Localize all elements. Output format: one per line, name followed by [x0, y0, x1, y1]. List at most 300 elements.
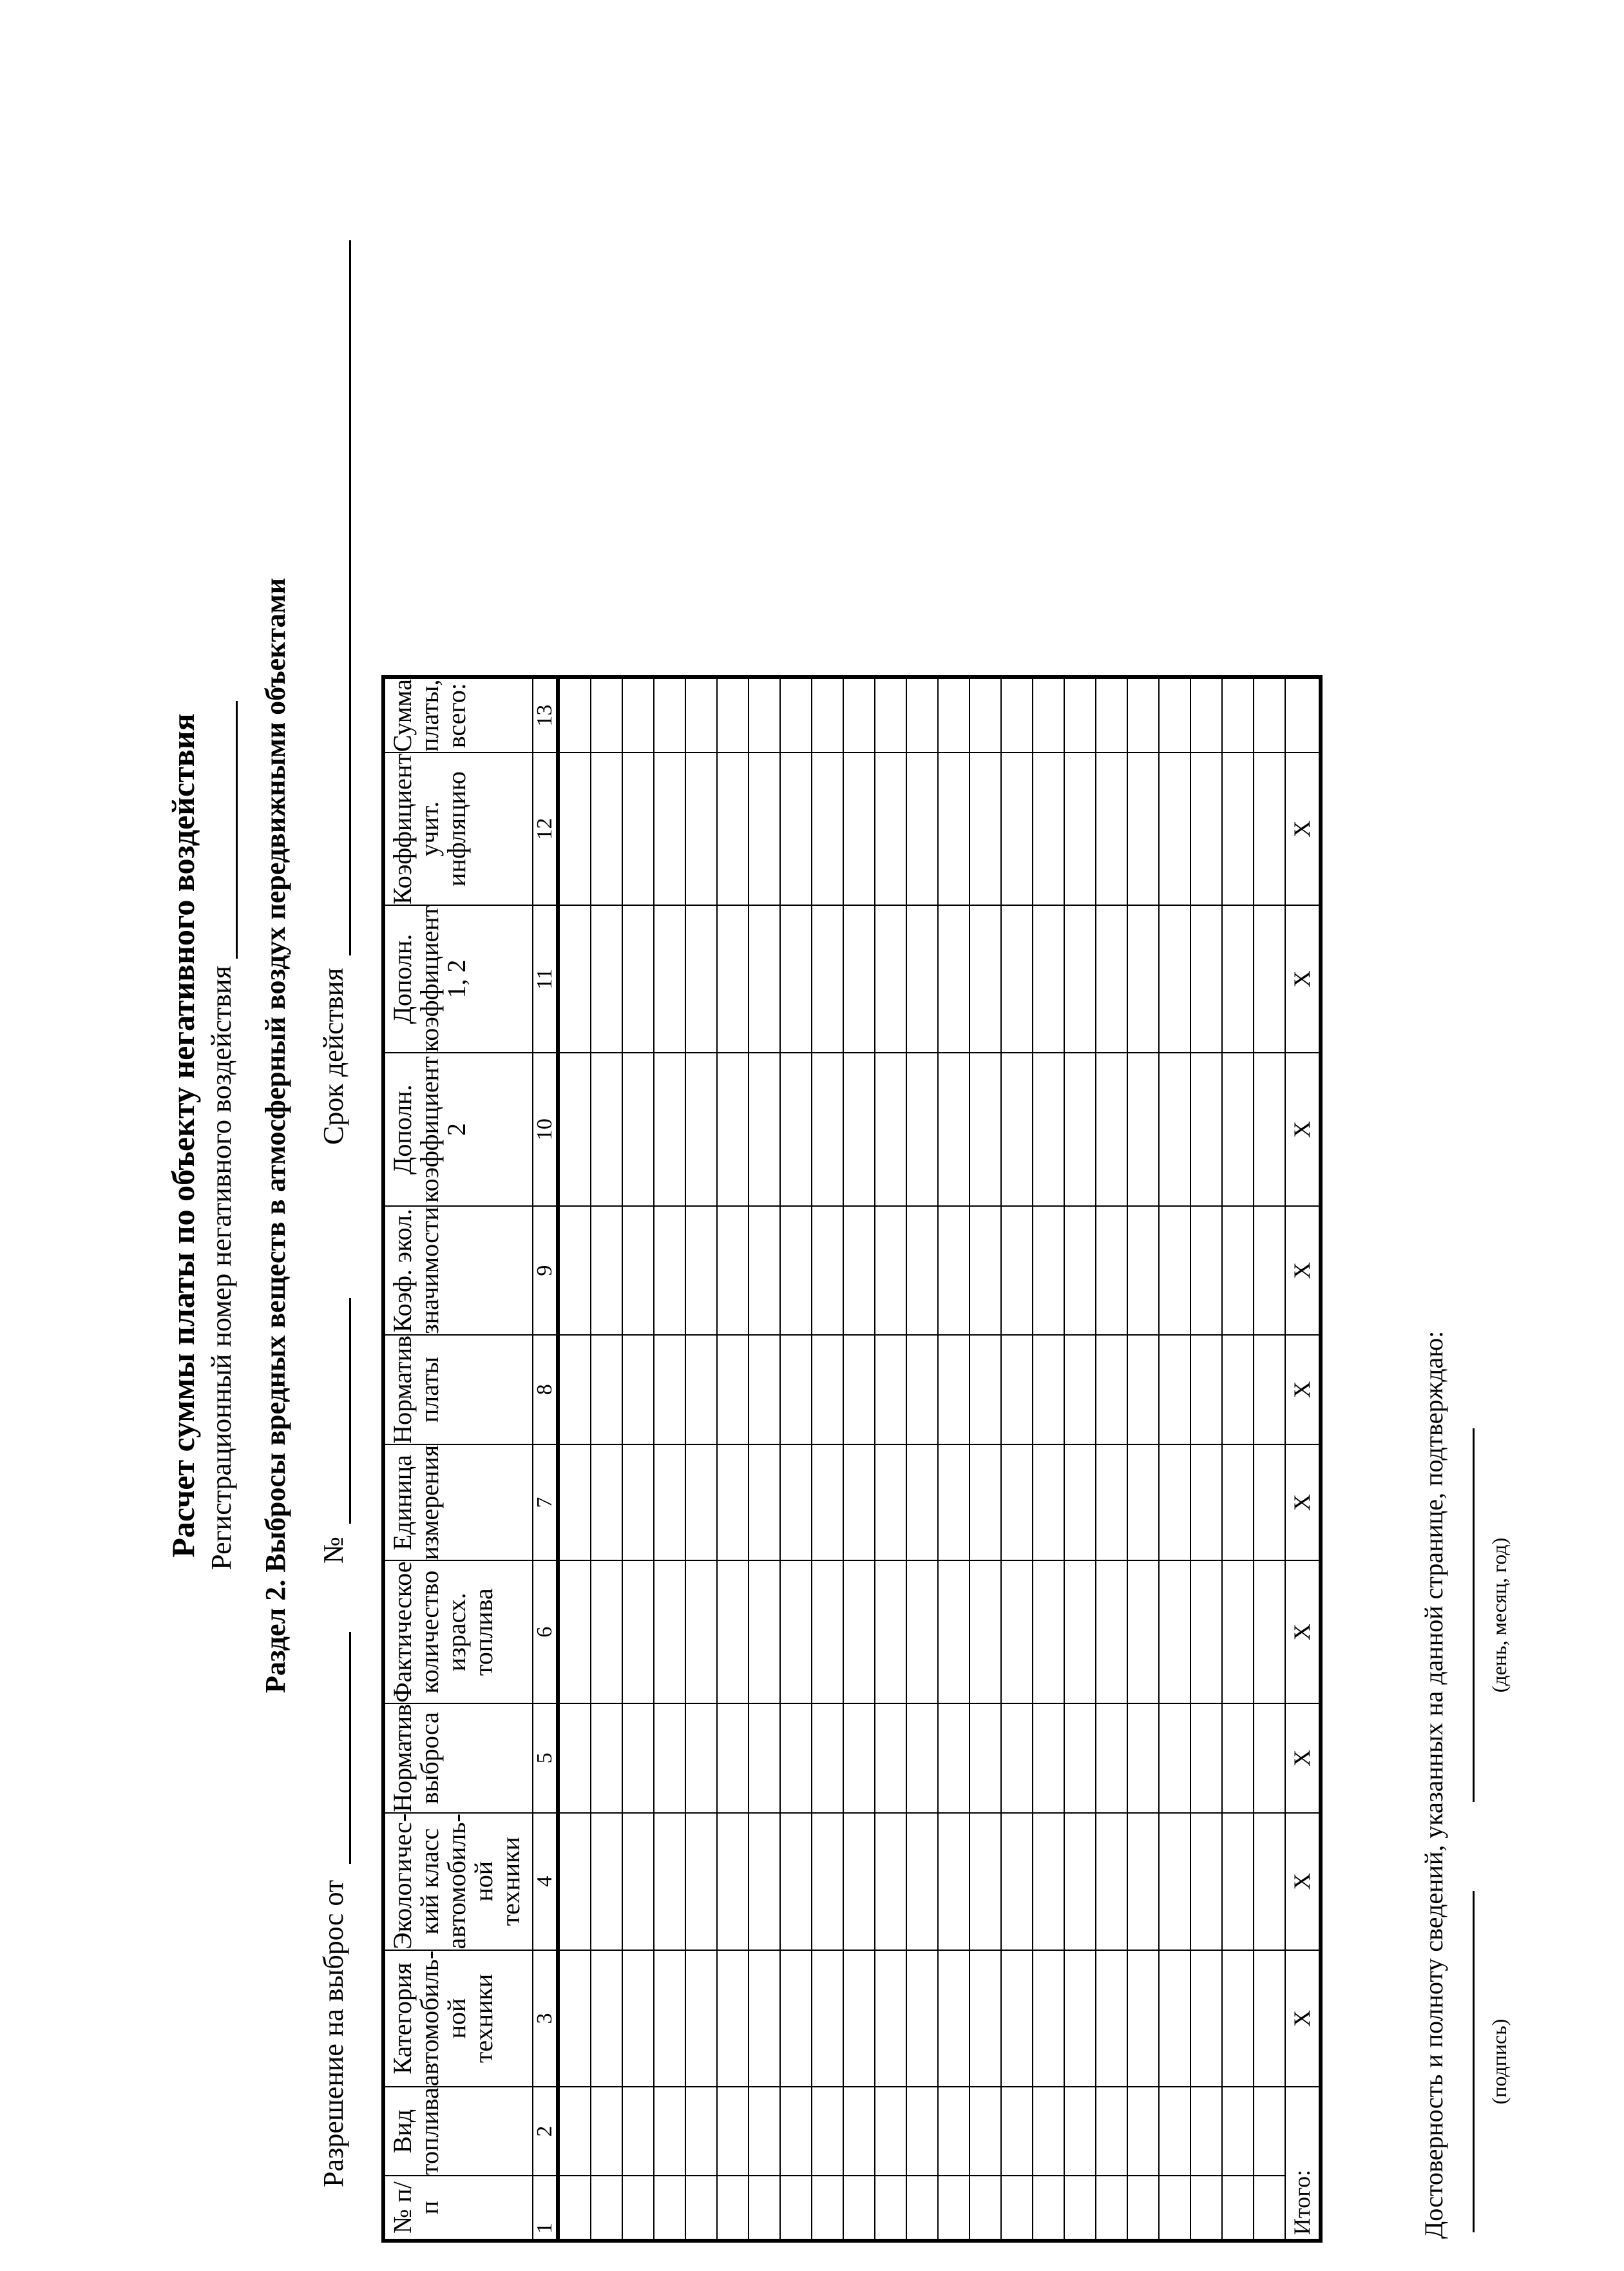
- table-cell[interactable]: [875, 678, 906, 752]
- validity-field[interactable]: [317, 240, 351, 955]
- table-cell[interactable]: [1001, 752, 1033, 905]
- table-cell[interactable]: [1064, 1813, 1096, 1950]
- table-cell[interactable]: [558, 1444, 591, 1561]
- table-cell[interactable]: [938, 1703, 970, 1813]
- table-cell[interactable]: [1064, 1444, 1096, 1561]
- table-cell[interactable]: [1254, 1813, 1285, 1950]
- table-cell[interactable]: [812, 1335, 843, 1444]
- table-cell[interactable]: [906, 752, 938, 905]
- table-cell[interactable]: [843, 905, 875, 1053]
- table-cell[interactable]: [591, 1813, 622, 1950]
- table-cell[interactable]: [749, 1053, 780, 1206]
- table-cell[interactable]: [1096, 2087, 1127, 2176]
- table-cell[interactable]: [812, 2087, 843, 2176]
- table-cell[interactable]: [749, 2176, 780, 2239]
- table-cell[interactable]: [654, 1206, 685, 1335]
- table-cell[interactable]: [1033, 2087, 1064, 2176]
- table-cell[interactable]: [938, 752, 970, 905]
- table-cell[interactable]: [812, 1950, 843, 2087]
- table-cell[interactable]: [938, 1813, 970, 1950]
- table-cell[interactable]: [780, 752, 812, 905]
- table-cell[interactable]: [906, 2087, 938, 2176]
- table-cell[interactable]: [1033, 1335, 1064, 1444]
- table-cell[interactable]: [622, 678, 654, 752]
- table-cell[interactable]: [622, 1444, 654, 1561]
- table-cell[interactable]: [654, 2176, 685, 2239]
- table-cell[interactable]: [1001, 1950, 1033, 2087]
- table-cell[interactable]: [1254, 1206, 1285, 1335]
- table-cell[interactable]: [1033, 1703, 1064, 1813]
- table-cell[interactable]: [558, 1561, 591, 1703]
- table-cell[interactable]: [780, 678, 812, 752]
- table-cell[interactable]: [1033, 2176, 1064, 2239]
- table-cell[interactable]: [1159, 752, 1190, 905]
- table-cell[interactable]: [1001, 1703, 1033, 1813]
- table-cell[interactable]: [906, 1206, 938, 1335]
- table-cell[interactable]: [622, 1335, 654, 1444]
- table-cell[interactable]: [749, 1813, 780, 1950]
- table-cell[interactable]: [780, 1950, 812, 2087]
- table-cell[interactable]: [654, 1950, 685, 2087]
- table-cell[interactable]: [970, 1053, 1001, 1206]
- table-cell[interactable]: [1001, 678, 1033, 752]
- table-cell[interactable]: [906, 678, 938, 752]
- table-cell[interactable]: [717, 1053, 749, 1206]
- table-cell[interactable]: [717, 1813, 749, 1950]
- table-cell[interactable]: [558, 905, 591, 1053]
- table-cell[interactable]: [717, 1444, 749, 1561]
- table-cell[interactable]: [1001, 1813, 1033, 1950]
- table-cell[interactable]: [1222, 752, 1254, 905]
- table-cell[interactable]: [558, 1206, 591, 1335]
- table-cell[interactable]: [1127, 1813, 1159, 1950]
- table-cell[interactable]: [1222, 2087, 1254, 2176]
- table-cell[interactable]: [622, 2176, 654, 2239]
- table-cell[interactable]: [717, 2087, 749, 2176]
- table-cell[interactable]: [938, 2176, 970, 2239]
- table-cell[interactable]: [875, 2087, 906, 2176]
- table-cell[interactable]: [654, 678, 685, 752]
- table-cell[interactable]: [1127, 1444, 1159, 1561]
- table-cell[interactable]: [685, 678, 717, 752]
- table-cell[interactable]: [717, 752, 749, 905]
- table-cell[interactable]: [780, 1444, 812, 1561]
- table-cell[interactable]: [1096, 1561, 1127, 1703]
- table-cell[interactable]: [1001, 1444, 1033, 1561]
- table-cell[interactable]: [1190, 1813, 1222, 1950]
- table-cell[interactable]: [591, 2176, 622, 2239]
- table-cell[interactable]: [749, 752, 780, 905]
- table-cell[interactable]: [780, 905, 812, 1053]
- table-cell[interactable]: [1096, 752, 1127, 905]
- table-cell[interactable]: [1159, 1950, 1190, 2087]
- table-cell[interactable]: [1254, 1335, 1285, 1444]
- table-cell[interactable]: [1096, 1703, 1127, 1813]
- table-cell[interactable]: [558, 1053, 591, 1206]
- table-cell[interactable]: [1254, 2176, 1285, 2239]
- table-cell[interactable]: [812, 1561, 843, 1703]
- table-cell[interactable]: [875, 1813, 906, 1950]
- table-cell[interactable]: [1254, 1703, 1285, 1813]
- table-cell[interactable]: [1064, 1335, 1096, 1444]
- table-cell[interactable]: [1159, 1053, 1190, 1206]
- table-cell[interactable]: [654, 1444, 685, 1561]
- table-cell[interactable]: [938, 1053, 970, 1206]
- table-cell[interactable]: [1159, 1335, 1190, 1444]
- table-cell[interactable]: [622, 1813, 654, 1950]
- table-cell[interactable]: [970, 1444, 1001, 1561]
- table-cell[interactable]: [622, 1950, 654, 2087]
- table-cell[interactable]: [1096, 678, 1127, 752]
- table-cell[interactable]: [906, 1335, 938, 1444]
- table-cell[interactable]: [875, 2176, 906, 2239]
- table-cell[interactable]: [1001, 2087, 1033, 2176]
- total-cell[interactable]: X: [1285, 752, 1319, 905]
- table-cell[interactable]: [1001, 1561, 1033, 1703]
- table-cell[interactable]: [591, 1950, 622, 2087]
- table-cell[interactable]: [1254, 752, 1285, 905]
- table-cell[interactable]: [812, 1813, 843, 1950]
- table-cell[interactable]: [938, 905, 970, 1053]
- table-cell[interactable]: [1064, 1561, 1096, 1703]
- table-cell[interactable]: [1190, 1335, 1222, 1444]
- table-cell[interactable]: [1127, 2087, 1159, 2176]
- table-cell[interactable]: [906, 2176, 938, 2239]
- table-cell[interactable]: [812, 1444, 843, 1561]
- table-cell[interactable]: [906, 1561, 938, 1703]
- table-cell[interactable]: [1254, 905, 1285, 1053]
- table-cell[interactable]: [749, 1206, 780, 1335]
- table-cell[interactable]: [1159, 2176, 1190, 2239]
- table-cell[interactable]: [970, 1813, 1001, 1950]
- table-cell[interactable]: [622, 1053, 654, 1206]
- table-cell[interactable]: [1001, 1206, 1033, 1335]
- table-cell[interactable]: [1190, 1053, 1222, 1206]
- table-cell[interactable]: [780, 1335, 812, 1444]
- table-cell[interactable]: [938, 2087, 970, 2176]
- table-cell[interactable]: [558, 1813, 591, 1950]
- table-cell[interactable]: [685, 2176, 717, 2239]
- table-cell[interactable]: [812, 752, 843, 905]
- table-cell[interactable]: [780, 1813, 812, 1950]
- table-cell[interactable]: [1222, 1703, 1254, 1813]
- table-cell[interactable]: [1033, 1561, 1064, 1703]
- table-cell[interactable]: [906, 1813, 938, 1950]
- table-cell[interactable]: [622, 1703, 654, 1813]
- table-cell[interactable]: [1254, 1053, 1285, 1206]
- table-cell[interactable]: [1159, 1561, 1190, 1703]
- table-cell[interactable]: [1064, 1703, 1096, 1813]
- table-cell[interactable]: [1254, 678, 1285, 752]
- table-cell[interactable]: [1222, 905, 1254, 1053]
- table-cell[interactable]: [717, 1335, 749, 1444]
- table-cell[interactable]: [685, 1335, 717, 1444]
- table-cell[interactable]: [591, 905, 622, 1053]
- table-cell[interactable]: [1001, 1335, 1033, 1444]
- table-cell[interactable]: [591, 752, 622, 905]
- table-cell[interactable]: [1096, 1053, 1127, 1206]
- table-cell[interactable]: [1127, 1703, 1159, 1813]
- table-cell[interactable]: [1190, 1561, 1222, 1703]
- table-cell[interactable]: [591, 1444, 622, 1561]
- table-cell[interactable]: [938, 1950, 970, 2087]
- total-cell[interactable]: [1285, 678, 1319, 752]
- table-cell[interactable]: [1033, 752, 1064, 905]
- table-cell[interactable]: [1190, 905, 1222, 1053]
- table-cell[interactable]: [843, 678, 875, 752]
- table-cell[interactable]: [1190, 752, 1222, 905]
- table-cell[interactable]: [1001, 2176, 1033, 2239]
- table-cell[interactable]: [717, 2176, 749, 2239]
- table-cell[interactable]: [812, 905, 843, 1053]
- table-cell[interactable]: [875, 1444, 906, 1561]
- table-cell[interactable]: [717, 1950, 749, 2087]
- table-cell[interactable]: [875, 752, 906, 905]
- table-cell[interactable]: [654, 1053, 685, 1206]
- table-cell[interactable]: [717, 1561, 749, 1703]
- table-cell[interactable]: [875, 1206, 906, 1335]
- table-cell[interactable]: [843, 1813, 875, 1950]
- table-cell[interactable]: [875, 1335, 906, 1444]
- table-cell[interactable]: [1033, 1950, 1064, 2087]
- table-cell[interactable]: [875, 905, 906, 1053]
- table-cell[interactable]: [558, 2176, 591, 2239]
- table-cell[interactable]: [1222, 2176, 1254, 2239]
- table-cell[interactable]: [654, 1703, 685, 1813]
- table-cell[interactable]: [1159, 905, 1190, 1053]
- table-cell[interactable]: [1033, 1444, 1064, 1561]
- table-cell[interactable]: [1222, 1950, 1254, 2087]
- table-cell[interactable]: [1159, 1206, 1190, 1335]
- table-cell[interactable]: [749, 1703, 780, 1813]
- table-cell[interactable]: [780, 1206, 812, 1335]
- table-cell[interactable]: [685, 1561, 717, 1703]
- table-cell[interactable]: [1190, 1950, 1222, 2087]
- table-cell[interactable]: [685, 1813, 717, 1950]
- table-cell[interactable]: [685, 1444, 717, 1561]
- table-cell[interactable]: [1222, 1206, 1254, 1335]
- table-cell[interactable]: [843, 1206, 875, 1335]
- table-cell[interactable]: [685, 752, 717, 905]
- table-cell[interactable]: [1096, 905, 1127, 1053]
- table-cell[interactable]: [970, 905, 1001, 1053]
- table-cell[interactable]: [1159, 1703, 1190, 1813]
- table-cell[interactable]: [717, 905, 749, 1053]
- table-cell[interactable]: [558, 1950, 591, 2087]
- table-cell[interactable]: [1222, 1335, 1254, 1444]
- table-cell[interactable]: [1222, 1813, 1254, 1950]
- table-cell[interactable]: [843, 1053, 875, 1206]
- table-cell[interactable]: [749, 1561, 780, 1703]
- table-cell[interactable]: [906, 1950, 938, 2087]
- table-cell[interactable]: [906, 905, 938, 1053]
- table-cell[interactable]: [717, 1703, 749, 1813]
- table-cell[interactable]: [780, 1561, 812, 1703]
- table-cell[interactable]: [654, 1813, 685, 1950]
- table-cell[interactable]: [812, 1703, 843, 1813]
- table-cell[interactable]: [875, 1703, 906, 1813]
- table-cell[interactable]: [1033, 905, 1064, 1053]
- table-cell[interactable]: [1064, 1053, 1096, 1206]
- table-cell[interactable]: [843, 1703, 875, 1813]
- table-cell[interactable]: [654, 1561, 685, 1703]
- table-cell[interactable]: [591, 1206, 622, 1335]
- table-cell[interactable]: [843, 1950, 875, 2087]
- table-cell[interactable]: [812, 678, 843, 752]
- table-cell[interactable]: [622, 2087, 654, 2176]
- table-cell[interactable]: [1159, 1444, 1190, 1561]
- date-field[interactable]: [1473, 1428, 1477, 1802]
- table-cell[interactable]: [906, 1703, 938, 1813]
- table-cell[interactable]: [1222, 1561, 1254, 1703]
- table-cell[interactable]: [1127, 1053, 1159, 1206]
- table-cell[interactable]: [812, 2176, 843, 2239]
- table-cell[interactable]: [1064, 905, 1096, 1053]
- table-cell[interactable]: [970, 2087, 1001, 2176]
- table-cell[interactable]: [717, 1206, 749, 1335]
- permit-date-field[interactable]: [317, 1632, 351, 1864]
- table-cell[interactable]: [1096, 2176, 1127, 2239]
- table-cell[interactable]: [591, 678, 622, 752]
- table-cell[interactable]: [591, 1703, 622, 1813]
- table-cell[interactable]: [970, 1561, 1001, 1703]
- table-cell[interactable]: [843, 2087, 875, 2176]
- table-cell[interactable]: [875, 1053, 906, 1206]
- table-cell[interactable]: [1033, 678, 1064, 752]
- table-cell[interactable]: [843, 752, 875, 905]
- table-cell[interactable]: [780, 2087, 812, 2176]
- table-cell[interactable]: [558, 1703, 591, 1813]
- table-cell[interactable]: [1254, 2087, 1285, 2176]
- table-cell[interactable]: [622, 1206, 654, 1335]
- table-cell[interactable]: [717, 678, 749, 752]
- table-cell[interactable]: [749, 1444, 780, 1561]
- table-cell[interactable]: [685, 1703, 717, 1813]
- table-cell[interactable]: [970, 678, 1001, 752]
- table-cell[interactable]: [749, 2087, 780, 2176]
- table-cell[interactable]: [1096, 1335, 1127, 1444]
- table-cell[interactable]: [875, 1950, 906, 2087]
- table-cell[interactable]: [1127, 678, 1159, 752]
- table-cell[interactable]: [812, 1053, 843, 1206]
- table-cell[interactable]: [622, 905, 654, 1053]
- table-cell[interactable]: [1127, 1950, 1159, 2087]
- table-cell[interactable]: [812, 1206, 843, 1335]
- table-cell[interactable]: [591, 2087, 622, 2176]
- table-cell[interactable]: [938, 678, 970, 752]
- table-cell[interactable]: [938, 1444, 970, 1561]
- table-cell[interactable]: [654, 2087, 685, 2176]
- table-cell[interactable]: [591, 1053, 622, 1206]
- registration-number-field[interactable]: [205, 701, 238, 959]
- table-cell[interactable]: [1159, 678, 1190, 752]
- table-cell[interactable]: [1222, 1444, 1254, 1561]
- table-cell[interactable]: [843, 1444, 875, 1561]
- table-cell[interactable]: [1190, 2176, 1222, 2239]
- table-cell[interactable]: [749, 678, 780, 752]
- table-cell[interactable]: [1222, 678, 1254, 752]
- table-cell[interactable]: [1096, 1206, 1127, 1335]
- table-cell[interactable]: [970, 2176, 1001, 2239]
- table-cell[interactable]: [843, 1335, 875, 1444]
- table-cell[interactable]: [938, 1561, 970, 1703]
- table-cell[interactable]: [749, 1335, 780, 1444]
- table-cell[interactable]: [622, 1561, 654, 1703]
- table-cell[interactable]: [1064, 1206, 1096, 1335]
- table-cell[interactable]: [843, 1561, 875, 1703]
- table-cell[interactable]: [1190, 678, 1222, 752]
- table-cell[interactable]: [1127, 2176, 1159, 2239]
- table-cell[interactable]: [685, 1206, 717, 1335]
- table-cell[interactable]: [749, 1950, 780, 2087]
- table-cell[interactable]: [558, 678, 591, 752]
- table-cell[interactable]: [780, 2176, 812, 2239]
- table-cell[interactable]: [1127, 1335, 1159, 1444]
- table-cell[interactable]: [654, 905, 685, 1053]
- table-cell[interactable]: [591, 1561, 622, 1703]
- table-cell[interactable]: [970, 1950, 1001, 2087]
- table-cell[interactable]: [1190, 1703, 1222, 1813]
- table-cell[interactable]: [1033, 1813, 1064, 1950]
- table-cell[interactable]: [749, 905, 780, 1053]
- signature-field[interactable]: [1473, 1891, 1477, 2232]
- table-cell[interactable]: [622, 752, 654, 905]
- table-cell[interactable]: [654, 752, 685, 905]
- table-cell[interactable]: [1096, 1950, 1127, 2087]
- table-cell[interactable]: [591, 1335, 622, 1444]
- table-cell[interactable]: [938, 1206, 970, 1335]
- table-cell[interactable]: [1127, 1561, 1159, 1703]
- table-cell[interactable]: [970, 1206, 1001, 1335]
- table-cell[interactable]: [780, 1703, 812, 1813]
- table-cell[interactable]: [1190, 1444, 1222, 1561]
- table-cell[interactable]: [1159, 1813, 1190, 1950]
- table-cell[interactable]: [1064, 752, 1096, 905]
- table-cell[interactable]: [970, 1335, 1001, 1444]
- table-cell[interactable]: [1001, 1053, 1033, 1206]
- table-cell[interactable]: [1001, 905, 1033, 1053]
- table-cell[interactable]: [1096, 1444, 1127, 1561]
- table-cell[interactable]: [1254, 1561, 1285, 1703]
- table-cell[interactable]: [558, 1335, 591, 1444]
- table-cell[interactable]: [1127, 1206, 1159, 1335]
- table-cell[interactable]: [685, 2087, 717, 2176]
- table-cell[interactable]: [654, 1335, 685, 1444]
- table-cell[interactable]: [1127, 905, 1159, 1053]
- table-cell[interactable]: [558, 752, 591, 905]
- table-cell[interactable]: [1064, 678, 1096, 752]
- table-cell[interactable]: [1033, 1206, 1064, 1335]
- table-cell[interactable]: [970, 752, 1001, 905]
- table-cell[interactable]: [970, 1703, 1001, 1813]
- table-cell[interactable]: [1033, 1053, 1064, 1206]
- table-cell[interactable]: [1190, 1206, 1222, 1335]
- table-cell[interactable]: [1096, 1813, 1127, 1950]
- table-cell[interactable]: [1190, 2087, 1222, 2176]
- table-cell[interactable]: [906, 1053, 938, 1206]
- table-cell[interactable]: [780, 1053, 812, 1206]
- table-cell[interactable]: [1254, 1444, 1285, 1561]
- table-cell[interactable]: [875, 1561, 906, 1703]
- table-cell[interactable]: [1254, 1950, 1285, 2087]
- table-cell[interactable]: [1064, 1950, 1096, 2087]
- table-cell[interactable]: [685, 905, 717, 1053]
- table-cell[interactable]: [1064, 2087, 1096, 2176]
- table-cell[interactable]: [1064, 2176, 1096, 2239]
- table-cell[interactable]: [843, 2176, 875, 2239]
- table-cell[interactable]: [1222, 1053, 1254, 1206]
- table-cell[interactable]: [685, 1950, 717, 2087]
